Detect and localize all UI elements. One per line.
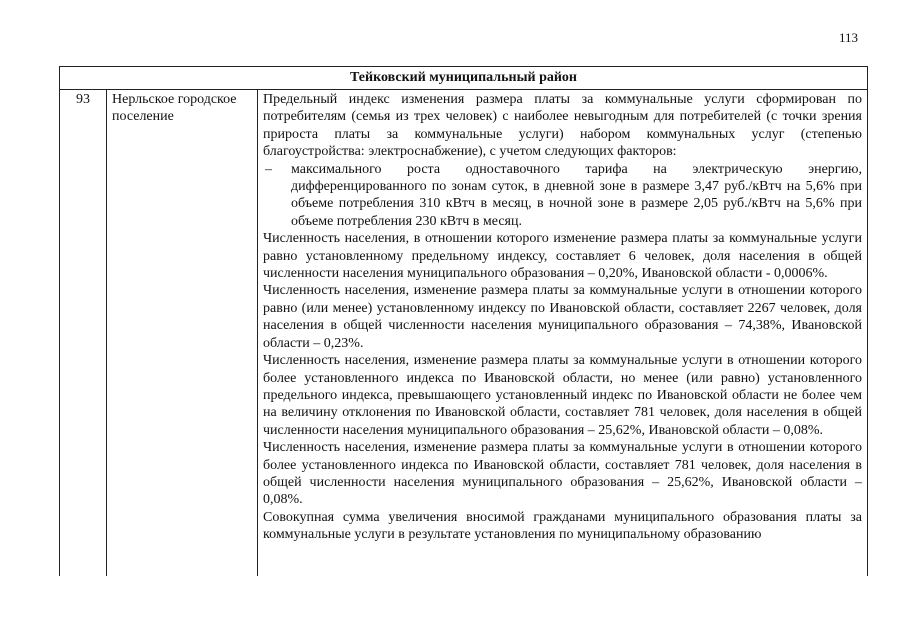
row-number: 93	[60, 90, 107, 576]
section-title: Тейковский муниципальный район	[60, 67, 867, 90]
table-row	[60, 90, 867, 576]
paragraph-between-index: Численность населения, изменение размера платы за коммунальные услуги в отношении которого более установленного индекса по Ивановской области, но менее (или равно) установленного предельного индекса, превышающего установленный индекс по Ивановской области не более чем на величину отклонения по Ивановской области, составляет 781 человек, доля населения в общей численности населения муниципального образования – 25,62%, Ивановской области – 0,08%.	[263, 353, 862, 438]
paragraph-total-sum: Совокупная сумма увеличения вносимой гражданами муниципального образования платы за коммунальные услуги в результате установления по муниципальному образованию	[263, 509, 862, 543]
document-table	[59, 66, 868, 576]
factor-text: максимального роста одноставочного тарифа на электрическую энергию, дифференцированного по зонам суток, в дневной зоне в размере 3,47 руб./кВтч на 5,6% при объеме потребления 310 кВтч в месяц, в ночной зоне в размере 2,05 руб./кВтч на 5,6% при объеме потребления 230 кВтч в месяц.	[291, 161, 862, 229]
description-cell	[258, 90, 867, 576]
paragraph-above-index: Численность населения, изменение размера платы за коммунальные услуги в отношении которого более установленного индекса по Ивановской области, составляет 781 человек, доля населения в общей численности населения муниципального образования – 25,62%, Ивановской области – 0,08%.	[263, 440, 862, 508]
factor-list-item	[263, 161, 862, 231]
dash-marker: –	[265, 161, 272, 177]
paragraph-max-index: Численность населения, в отношении которого изменение размера платы за коммунальные услуги равно установленному предельному индексу, составляет 6 человек, доля населения в общей численности населения муниципального образования – 0,20%, Ивановской области - 0,0006%.	[263, 231, 862, 282]
paragraph-below-index: Численность населения, изменение размера платы за коммунальные услуги в отношении которого равно (или менее) установленному индексу по Ивановской области, составляет 2267 человек, доля населения в общей численности населения муниципального образования – 74,38%, Ивановской области – 0,23%.	[263, 283, 862, 351]
page-number: 113	[838, 30, 858, 45]
municipality-name: Нерльское городское поселение	[107, 90, 258, 576]
intro-paragraph: Предельный индекс изменения размера платы за коммунальные услуги сформирован по потребителям (семья из трех человек) с наиболее невыгодным для потребителей (с точки зрения прироста платы за коммунальные услуги) набором коммунальных услуг (степенью благоустройства: электроснабжение), с учетом следующих факторов:	[263, 92, 862, 160]
